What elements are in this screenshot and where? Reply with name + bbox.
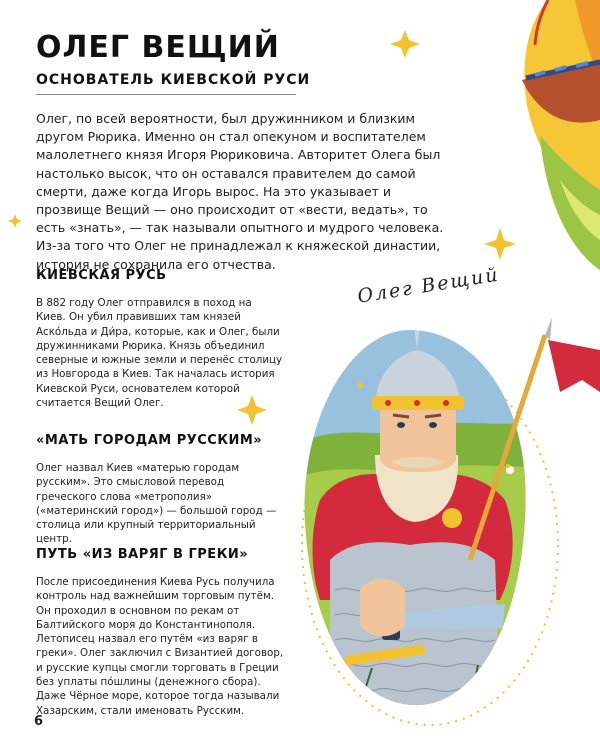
page-subtitle: ОСНОВАТЕЛЬ КИЕВСКОЙ РУСИ (36, 72, 311, 88)
page-number: 6 (34, 714, 44, 729)
section-heading-kievan-rus: КИЕВСКАЯ РУСЬ (36, 268, 167, 283)
page-title: ОЛЕГ ВЕЩИЙ (36, 30, 280, 65)
section-text-mother-cities: Олег назвал Киев «матерью городам русским». Это смысловой перевод греческого слова «метрополия» («материнский город») — большой город — столица или крупный территориальный центр. (36, 462, 277, 546)
intro-paragraph: Олег, по всей вероятности, был дружинником и близким другом Рюрика. Именно он стал опекуном и воспитателем малолетнего князя Игоря Рюриковича. Авторитет Олега был настолько высок, что он оставался правителем до самой смерти, даже когда Игорь вырос. На это указывает и прозвище Вещий — оно происходит от «вести, ведать», то есть «знать», — так называли опытного и мудрого человека. Из-за того что Олег не принадлежал к княжеской династии, история не сохранила его отчества. (36, 111, 444, 272)
flower-decorations (357, 382, 514, 474)
balloon-decoration (522, 0, 600, 270)
section-heading-trade-route: ПУТЬ «ИЗ ВАРЯГ В ГРЕКИ» (36, 547, 249, 562)
section-text-trade-route: После присоединения Киева Русь получила контроль над важнейшим торговым путём. Он проходил в основном по рекам от Балтийского моря до Константинополя. Летописец назвал его путём «из варяг в греки». Олег заключил с Византией договор, и русские купцы смогли торговать в Греции без уплаты по́шлины (денежного сбора). Даже Чёрное море, которое тогда называли Хазарским, стали именовать Русским. (36, 576, 284, 717)
section-text-kievan-rus: В 882 году Олег отправился в поход на Киев. Он убил правивших там князей Аско́льда и Ди́ра, которые, как и Олег, были дружинниками Рюрика. Князь объединил северные и южные земли и перенёс столицу из Новгорода в Киев. Так началась история Киевской Руси, основателем которой считается Вещий Олег. (36, 297, 283, 410)
illustration-caption: Олег Вещий (356, 263, 501, 308)
flag-spear (470, 318, 600, 560)
section-heading-mother-cities: «МАТЬ ГОРОДАМ РУССКИМ» (36, 433, 263, 448)
subtitle-underline (36, 94, 296, 95)
